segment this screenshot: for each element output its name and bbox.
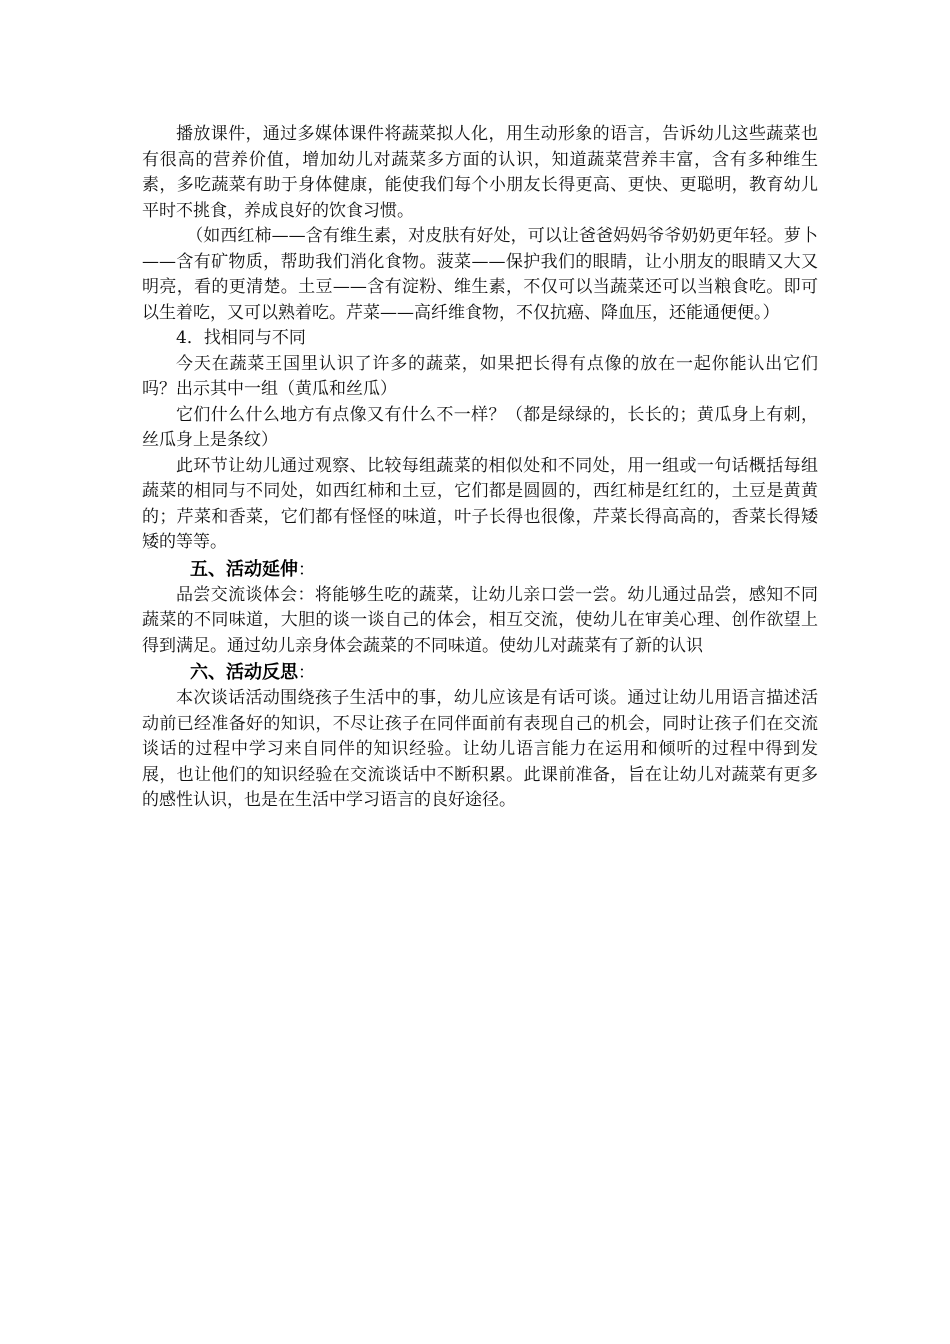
paragraph-find-similar: 今天在蔬菜王国里认识了许多的蔬菜，如果把长得有点像的放在一起你能认出它们吗？出示其中一组（黄瓜和丝瓜） xyxy=(142,353,818,399)
section-heading-extension-title: 五、活动延伸 xyxy=(190,558,298,580)
paragraph-question: 它们什么什么地方有点像又有什么不一样？（都是绿绿的，长长的；黄瓜身上有刺，丝瓜身上是条纹） xyxy=(142,404,818,450)
section-heading-extension xyxy=(142,557,818,583)
section-heading-reflection xyxy=(142,660,818,686)
paragraph-observe-compare: 此环节让幼儿通过观察、比较每组蔬菜的相似处和不同处，用一组或一句话概括每组蔬菜的相同与不同处，如西红柿和土豆，它们都是圆圆的，西红柿是红红的，土豆是黄黄的；芹菜和香菜，它们都有怪怪的味道，叶子长得也很像，芹菜长得高高的，香菜长得矮矮的等等。 xyxy=(142,455,818,552)
paragraph-vegetable-examples: （如西红柿——含有维生素，对皮肤有好处，可以让爸爸妈妈爷爷奶奶更年轻。萝卜——含有矿物质，帮助我们消化食物。菠菜——保护我们的眼睛，让小朋友的眼睛又大又明亮，看的更清楚。土豆——含有淀粉、维生素，不仅可以当蔬菜还可以当粮食吃。即可以生着吃，又可以熟着吃。芹菜——高纤维食物，不仅抗癌、降血压，还能通便便。） xyxy=(142,226,818,323)
paragraph-courseware: 播放课件，通过多媒体课件将蔬菜拟人化，用生动形象的语言，告诉幼儿这些蔬菜也有很高的营养价值，增加幼儿对蔬菜多方面的认识，知道蔬菜营养丰富，含有多种维生素，多吃蔬菜有助于身体健康，能使我们每个小朋友长得更高、更快、更聪明，教育幼儿平时不挑食，养成良好的饮食习惯。 xyxy=(142,124,818,221)
paragraph-extension: 品尝交流谈体会：将能够生吃的蔬菜，让幼儿亲口尝一尝。幼儿通过品尝，感知不同蔬菜的不同味道，大胆的谈一谈自己的体会，相互交流，使幼儿在审美心理、创作欲望上得到满足。通过幼儿亲身体会蔬菜的不同味道。使幼儿对蔬菜有了新的认识 xyxy=(142,584,818,656)
section-heading-extension-colon: ： xyxy=(298,559,315,580)
paragraph-reflection: 本次谈话活动围绕孩子生活中的事，幼儿应该是有话可谈。通过让幼儿用语言描述活动前已经准备好的知识，不尽让孩子在同伴面前有表现自己的机会，同时让孩子们在交流谈话的过程中学习来自同伴的知识经验。让幼儿语言能力在运用和倾听的过程中得到发展，也让他们的知识经验在交流谈话中不断积累。此课前准备，旨在让幼儿对蔬菜有更多的感性认识，也是在生活中学习语言的良好途径。 xyxy=(142,688,818,810)
section-heading-reflection-title: 六、活动反思 xyxy=(190,662,298,683)
section-heading-reflection-colon: ： xyxy=(298,663,315,683)
paragraph-step-4-title: 4．找相同与不同 xyxy=(176,328,306,348)
document-page xyxy=(142,122,818,814)
